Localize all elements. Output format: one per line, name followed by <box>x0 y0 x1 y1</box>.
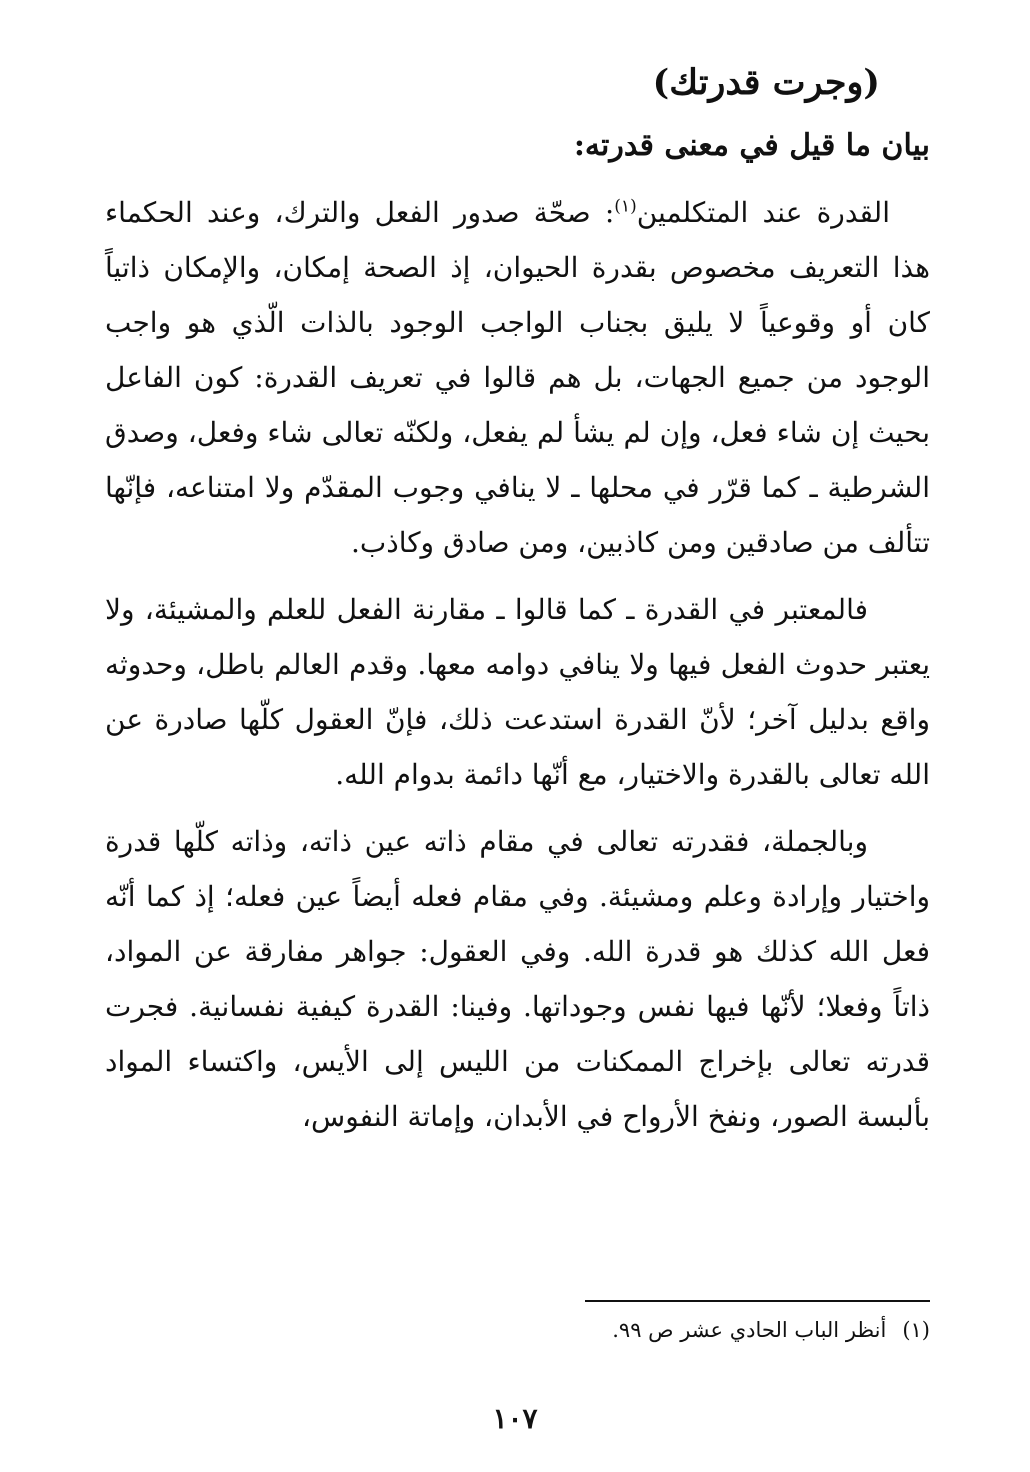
footnote <box>612 1318 930 1342</box>
paragraph-1 <box>105 185 930 570</box>
paragraph-2: فالمعتبر في القدرة ـ كما قالوا ـ مقارنة الفعل للعلم والمشيئة، ولا يعتبر حدوث الفعل فيها ولا ينافي دوامه معها. وقدم العالم باطل، وحدوثه واقع بدليل آخر؛ لأنّ القدرة استدعت ذلك، فإنّ العقول كلّها صادرة عن الله تعالى بالقدرة والاختيار، مع أنّها دائمة بدوام الله. <box>105 593 930 791</box>
paragraph-1-lead: القدرة عند المتكلمين <box>636 196 890 229</box>
paragraph-1-rest: : صحّة صدور الفعل والترك، وعند الحكماء هذا التعريف مخصوص بقدرة الحيوان، إذ الصحة إمكان، والإمكان ذاتياً كان أو وقوعياً لا يليق بجناب الواجب الوجود بالذات الّذي هو واجب الوجود من جميع الجهات، بل هم قالوا في تعريف القدرة: كون الفاعل بحيث إن شاء فعل، وإن لم يشأ لم يفعل، ولكنّه تعالى شاء وفعل، وصدق الشرطية ـ كما قرّر في محلها ـ لا ينافي وجوب المقدّم ولا امتناعه، فإنّها تتألف من صادقين ومن كاذبين، ومن صادق وكاذب. <box>105 196 930 559</box>
page-number: ١٠٧ <box>492 1402 538 1435</box>
footnote-number: (١) <box>902 1318 930 1342</box>
footnote-divider <box>585 1300 930 1302</box>
paragraph-3: وبالجملة، فقدرته تعالى في مقام ذاته عين ذاته، وذاته كلّها قدرة واختيار وإرادة وعلم ومشيئة. وفي مقام فعله أيضاً عين فعله؛ إذ كما أنّه فعل الله كذلك هو قدرة الله. وفي العقول: جواهر مفارقة عن المواد، ذاتاً وفعلا؛ لأنّها فيها نفس وجوداتها. وفينا: القدرة كيفية نفسانية. فجرت قدرته تعالى بإخراج الممكنات من الليس إلى الأيس، واكتساء المواد بألبسة الصور، ونفخ الأرواح في الأبدان، وإماتة النفوس، <box>105 825 930 1133</box>
section-heading: بيان ما قيل في معنى قدرته: <box>573 128 930 163</box>
chapter-title: (وجرت قدرتك) <box>652 62 880 103</box>
body-text <box>105 185 930 1156</box>
footnote-reference: (١) <box>614 196 637 217</box>
footnote-text: أنظر الباب الحادي عشر ص ٩٩. <box>612 1318 887 1342</box>
